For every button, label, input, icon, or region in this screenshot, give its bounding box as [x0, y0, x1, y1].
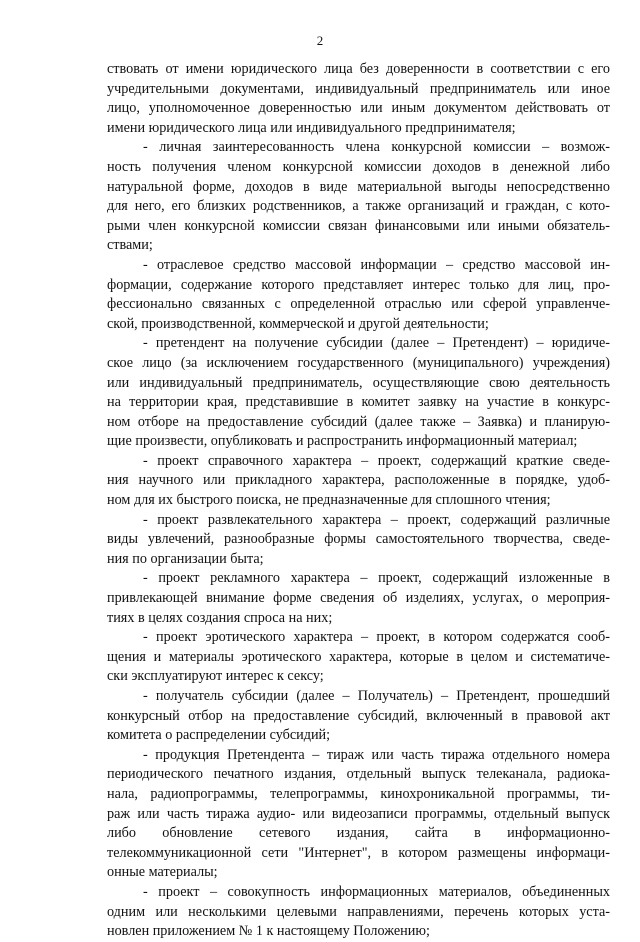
text-line: раж или часть тиража аудио- или видеозаписи программы, отдельный выпуск [107, 805, 610, 822]
text-line: для него, его близких родственников, а также организаций и граждан, с кото- [107, 198, 610, 215]
text-line: ское лицо (за исключением государственного (муниципального) учреждения) [107, 354, 610, 371]
page-number: 2 [316, 33, 324, 48]
text-line: ность получения членом конкурсной комиссии доходов в денежной либо [107, 158, 610, 175]
text-line: привлекающей внимание форме сведения об изделиях, услугах, о мероприя- [107, 590, 610, 607]
text-line: тиях в целях создания спроса на них; [107, 609, 333, 626]
text-line: - отраслевое средство массовой информации – средство массовой ин- [143, 256, 610, 273]
text-line: - продукция Претендента – тираж или часть тиража отдельного номера [143, 746, 610, 763]
text-line: либо обновление сетевого издания, сайта в информационно- [107, 825, 610, 842]
text-line: ской, производственной, коммерческой и другой деятельности; [107, 315, 489, 332]
text-line: телекоммуникационной сети "Интернет", в котором размещены информаци- [107, 844, 610, 861]
text-line: натуральной форме, доходов в виде материальной выгоды непосредственно [107, 178, 610, 195]
text-line: формации, содержание которого представляет интерес только для лиц, про- [107, 276, 610, 293]
text-line: ния научного или прикладного характера, расположенные в порядке, удоб- [107, 472, 610, 489]
text-line: фессионально связанных с определенной отраслью или сферой управленче- [107, 296, 610, 313]
text-line: комитета о распределении субсидий; [107, 727, 331, 744]
text-line: щения и материалы эротического характера, которые в целом и систематиче- [107, 648, 610, 665]
text-line: ствами; [107, 237, 153, 254]
text-line: онные материалы; [107, 864, 218, 881]
text-line: ном для их быстрого поиска, не предназначенные для сплошного чтения; [107, 492, 551, 509]
text-line: - проект – совокупность информационных материалов, объединенных [143, 883, 610, 900]
text-line: ном отборе на предоставление субсидий (далее также – Заявка) и планирую- [107, 413, 610, 430]
text-line: виды увлечений, разнообразные формы самостоятельного творчества, сведе- [107, 531, 610, 548]
text-line: щие произвести, опубликовать и распространить информационный материал; [107, 433, 578, 450]
text-line: нала, радиопрограммы, телепрограммы, кинохроникальной программы, ти- [107, 785, 610, 802]
document-body [107, 60, 610, 942]
text-line: конкурсный отбор на предоставление субсидий, включенный в правовой акт [107, 707, 610, 724]
text-line: рыми член конкурсной комиссии связан финансовыми или иными обязатель- [107, 217, 610, 234]
text-line: периодического печатного издания, отдельный выпуск телеканала, радиока- [107, 766, 610, 783]
text-line: - проект эротического характера – проект, в котором содержатся сооб- [143, 629, 610, 646]
text-line: учредительными документами, индивидуальный предприниматель или иное [107, 80, 610, 97]
text-line: - личная заинтересованность члена конкурсной комиссии – возмож- [143, 139, 610, 156]
text-line: лицо, уполномоченное доверенностью или иным документом действовать от [107, 100, 610, 117]
text-line: новлен приложением № 1 к настоящему Положению; [107, 923, 430, 940]
text-line: одним или несколькими целевыми направлениями, перечень которых уста- [107, 903, 610, 920]
text-line: ствовать от имени юридического лица без доверенности в соответствии с его [107, 61, 610, 77]
text-line: - проект развлекательного характера – проект, содержащий различные [143, 511, 610, 528]
text-line: ски эксплуатируют интерес к сексу; [107, 668, 324, 685]
text-line: - получатель субсидии (далее – Получатель) – Претендент, прошедший [143, 688, 610, 704]
text-line: на территории края, представившие в комитет заявку на участие в конкурс- [107, 394, 610, 411]
text-line: или индивидуальный предприниматель, осуществляющие свою деятельность [107, 374, 610, 391]
text-line: - проект справочного характера – проект, содержащий краткие сведе- [143, 452, 610, 469]
text-line: ния по организации быта; [107, 550, 264, 567]
text-line: имени юридического лица или индивидуального предпринимателя; [107, 119, 516, 136]
text-line: - претендент на получение субсидии (далее – Претендент) – юридиче- [143, 335, 610, 352]
text-line: - проект рекламного характера – проект, содержащий изложенные в [143, 570, 610, 587]
